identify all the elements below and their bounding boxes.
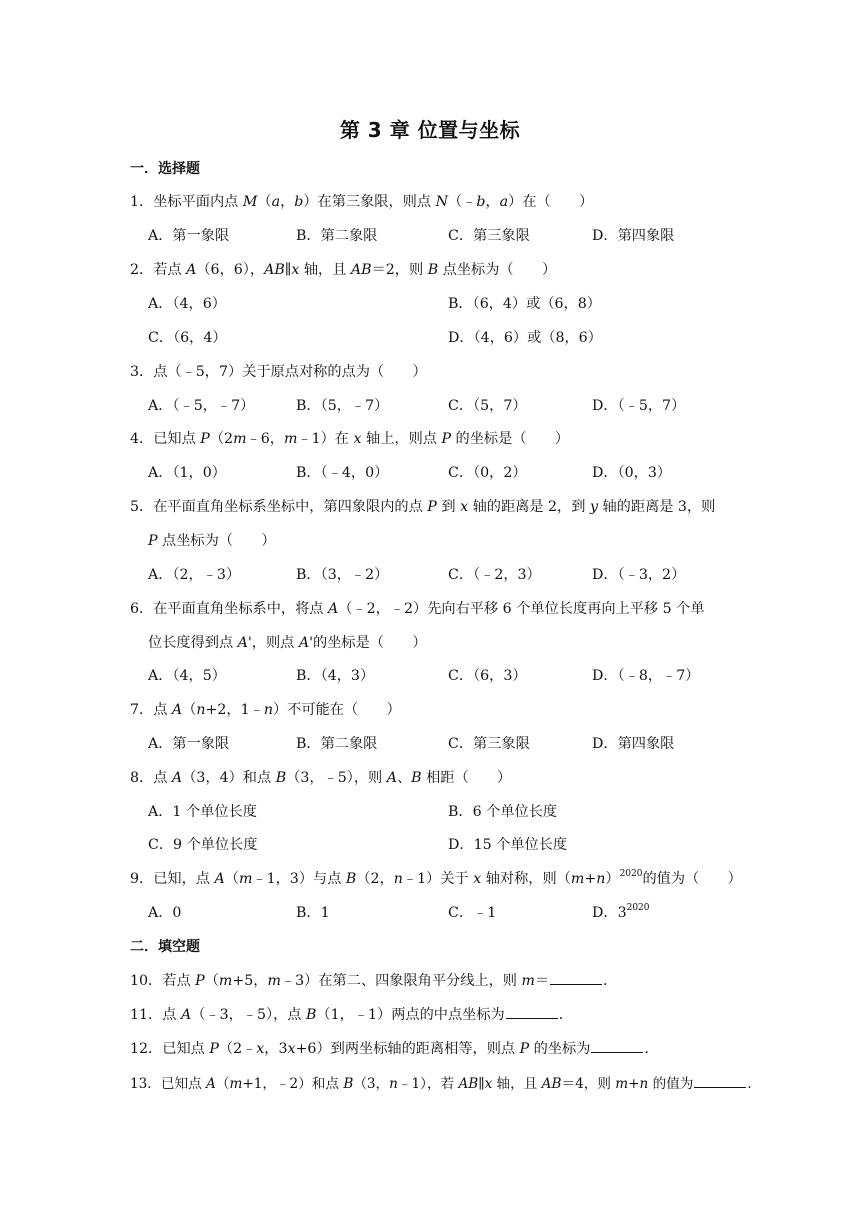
q9-option-a: A．0 [148, 905, 182, 921]
q8-option-d: D．15 个单位长度 [448, 837, 568, 853]
answer-blank[interactable] [550, 972, 602, 985]
q3-option-d: D．（﹣5，7） [592, 398, 686, 414]
q7-option-c: C．第三象限 [448, 736, 530, 752]
q6-option-c: C．（6，3） [448, 668, 527, 684]
q6-option-a: A．（4，5） [148, 668, 226, 684]
question-8: 8．点 A（3，4）和点 B（3，﹣5），则 A、B 相距（ ） [130, 770, 512, 786]
question-3: 3．点（﹣5，7）关于原点对称的点为（ ） [130, 364, 427, 380]
question-4: 4．已知点 P（2m﹣6，m﹣1）在 x 轴上，则点 P 的坐标是（ ） [130, 431, 570, 447]
answer-blank[interactable] [591, 1040, 643, 1053]
section-heading-choice: 一．选择题 [130, 161, 200, 177]
question-9: 9．已知，点 A（m﹣1，3）与点 B（2，n﹣1）关于 x 轴对称，则$(m+n)^{2020}$的值为（ ） [130, 869, 742, 887]
q9-option-c: C．﹣1 [448, 905, 497, 921]
q4-option-d: D．（0，3） [592, 465, 672, 481]
q2-option-c: C．（6，4） [148, 330, 227, 346]
q1-option-a: A．第一象限 [148, 228, 230, 244]
question-5-line-2: P 点坐标为（ ） [148, 533, 276, 549]
question-10: 10．若点 P（m+5，m﹣3）在第二、四象限角平分线上，则 m＝ ． [130, 973, 618, 989]
question-13: 13．已知点 A（m+1，﹣2）和点 B（3，n﹣1），若 AB∥x 轴，且 AB＝4，则 m+n 的值为 ． [130, 1076, 761, 1092]
section-heading-fill: 二．填空题 [130, 939, 200, 955]
q4-option-a: A．（1，0） [148, 465, 226, 481]
q1-option-c: C．第三象限 [448, 228, 530, 244]
q3-option-c: C．（5，7） [448, 398, 527, 414]
question-1: 1．坐标平面内点 M（a，b）在第三象限，则点 N（﹣b，a）在（ ） [130, 194, 594, 210]
q7-option-a: A．第一象限 [148, 736, 230, 752]
answer-blank[interactable] [694, 1075, 746, 1088]
question-6-line-2: 位长度得到点 A'，则点 A'的坐标是（ ） [148, 635, 427, 651]
q2-option-a: A．（4，6） [148, 296, 226, 312]
q7-option-d: D．第四象限 [592, 736, 675, 752]
q8-option-b: B．6 个单位长度 [448, 804, 558, 820]
q2-option-d: D．（4，6）或（8，6） [448, 330, 602, 346]
q8-option-a: A．1 个单位长度 [148, 804, 257, 820]
q1-option-d: D．第四象限 [592, 228, 675, 244]
q8-option-c: C．9 个单位长度 [148, 837, 258, 853]
q7-option-b: B．第二象限 [296, 736, 378, 752]
q5-option-b: B．（3，﹣2） [296, 567, 389, 583]
q5-option-d: D．（﹣3，2） [592, 567, 686, 583]
question-5: 5．在平面直角坐标系坐标中，第四象限内的点 P 到 x 轴的距离是 2，到 y 轴的距离是 3，则 [130, 499, 716, 515]
q9-option-b: B．1 [296, 905, 330, 921]
question-2: 2．若点 A（6，6），AB∥x 轴，且 AB＝2，则 B 点坐标为（ ） [130, 262, 557, 278]
q6-option-d: D．（﹣8，﹣7） [592, 668, 700, 684]
q4-option-c: C．（0，2） [448, 465, 527, 481]
q9-option-d: D．$3^{2020}$ [592, 903, 650, 921]
question-6: 6．在平面直角坐标系中，将点 A（﹣2，﹣2）先向右平移 6 个单位长度再向上平移 5 个单 [130, 601, 705, 617]
question-7: 7．点 A（n+2，1﹣n）不可能在（ ） [130, 702, 401, 718]
page-title: 第 3 章 位置与坐标 [339, 118, 521, 142]
q2-option-b: B．（6，4）或（6，8） [448, 296, 601, 312]
q3-option-b: B．（5，﹣7） [296, 398, 389, 414]
answer-blank[interactable] [506, 1006, 558, 1019]
question-11: 11．点 A（﹣3，﹣5），点 B（1，﹣1）两点的中点坐标为 ． [130, 1007, 573, 1023]
question-12: 12．已知点 P（2﹣x，3x+6）到两坐标轴的距离相等，则点 P 的坐标为 ． [130, 1041, 659, 1057]
q5-option-c: C．（﹣2，3） [448, 567, 541, 583]
q1-option-b: B．第二象限 [296, 228, 378, 244]
q6-option-b: B．（4，3） [296, 668, 375, 684]
q3-option-a: A．（﹣5，﹣7） [148, 398, 255, 414]
q5-option-a: A．（2，﹣3） [148, 567, 241, 583]
q4-option-b: B．（﹣4，0） [296, 465, 389, 481]
